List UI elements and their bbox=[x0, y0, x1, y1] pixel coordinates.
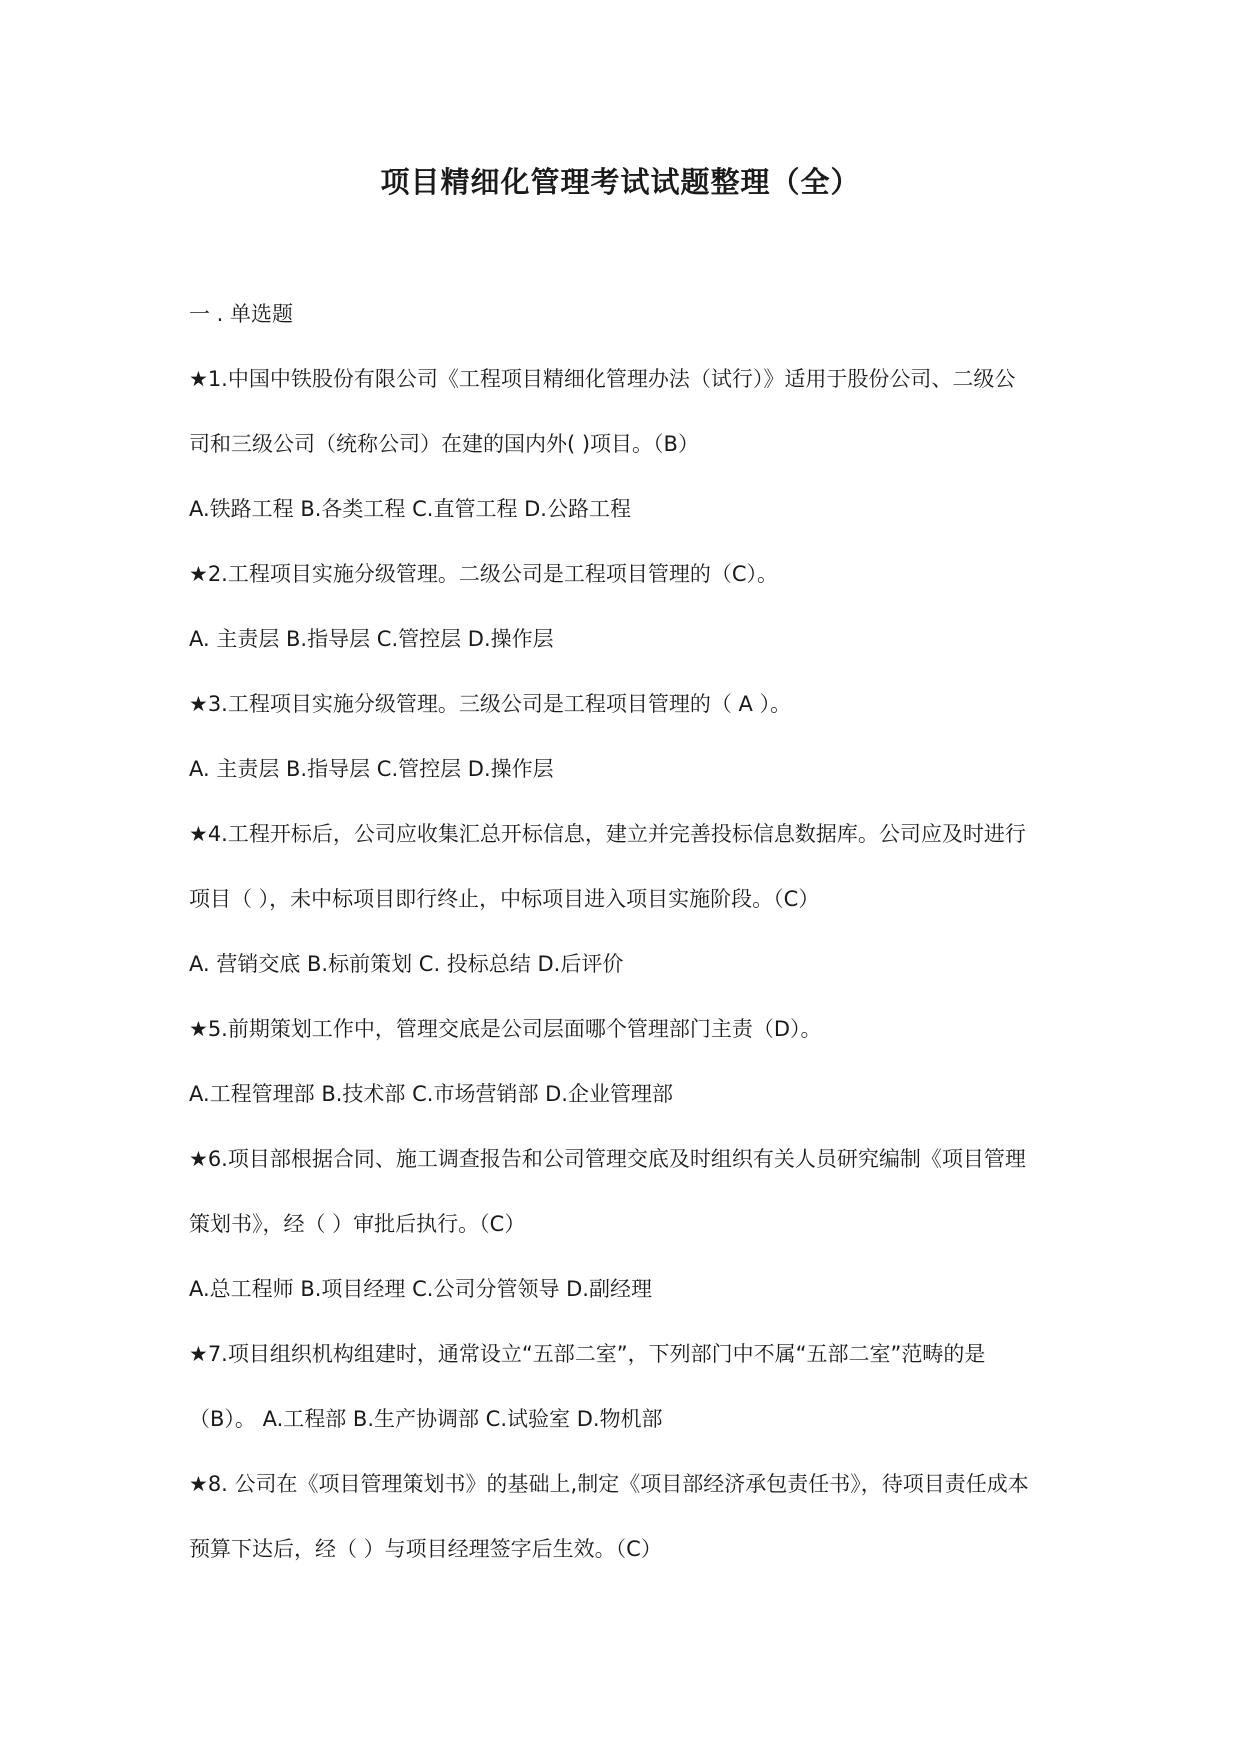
question-4-line-1: ★4.工程开标后，公司应收集汇总开标信息，建立并完善投标信息数据库。公司应及时进行 bbox=[189, 822, 1026, 846]
question-4-line-2: 项目（ ），未中标项目即行终止，中标项目进入项目实施阶段。（C） bbox=[189, 887, 820, 911]
question-2-options: A. 主责层 B.指导层 C.管控层 D.操作层 bbox=[189, 627, 554, 651]
question-6-line-1: ★6.项目部根据合同、施工调查报告和公司管理交底及时组织有关人员研究编制《项目管理 bbox=[189, 1147, 1026, 1171]
question-1-line-1: ★1.中国中铁股份有限公司《工程项目精细化管理办法（试行）》适用于股份公司、二级公 bbox=[189, 367, 1016, 391]
question-3: ★3.工程项目实施分级管理。三级公司是工程项目管理的（ A ）。 bbox=[189, 692, 792, 716]
question-8-line-2: 预算下达后，经（ ）与项目经理签字后生效。（C） bbox=[189, 1537, 662, 1561]
question-5: ★5.前期策划工作中，管理交底是公司层面哪个管理部门主责（D）。 bbox=[189, 1017, 822, 1041]
question-6-options: A.总工程师 B.项目经理 C.公司分管领导 D.副经理 bbox=[189, 1277, 652, 1301]
document-title: 项目精细化管理考试试题整理（全） bbox=[380, 165, 861, 199]
question-3-options: A. 主责层 B.指导层 C.管控层 D.操作层 bbox=[189, 757, 554, 781]
question-7-line-2: （B）。 A.工程部 B.生产协调部 C.试验室 D.物机部 bbox=[189, 1407, 663, 1431]
question-6-line-2: 策划书》，经（ ）审批后执行。（C） bbox=[189, 1212, 526, 1236]
question-1-line-2: 司和三级公司（统称公司）在建的国内外( )项目。（B） bbox=[189, 432, 699, 456]
question-7-line-1: ★7.项目组织机构组建时，通常设立“五部二室”，下列部门中不属“五部二室”范畴的是 bbox=[189, 1342, 986, 1366]
question-8-line-1: ★8. 公司在《项目管理策划书》的基础上,制定《项目部经济承包责任书》，待项目责任成本 bbox=[189, 1472, 1029, 1496]
question-5-options: A.工程管理部 B.技术部 C.市场营销部 D.企业管理部 bbox=[189, 1082, 673, 1106]
question-1-options: A.铁路工程 B.各类工程 C.直管工程 D.公路工程 bbox=[189, 497, 631, 521]
question-4-options: A. 营销交底 B.标前策划 C. 投标总结 D.后评价 bbox=[189, 952, 624, 976]
section-heading: 一 . 单选题 bbox=[189, 302, 294, 326]
question-2: ★2.工程项目实施分级管理。二级公司是工程项目管理的（C）。 bbox=[189, 562, 779, 586]
